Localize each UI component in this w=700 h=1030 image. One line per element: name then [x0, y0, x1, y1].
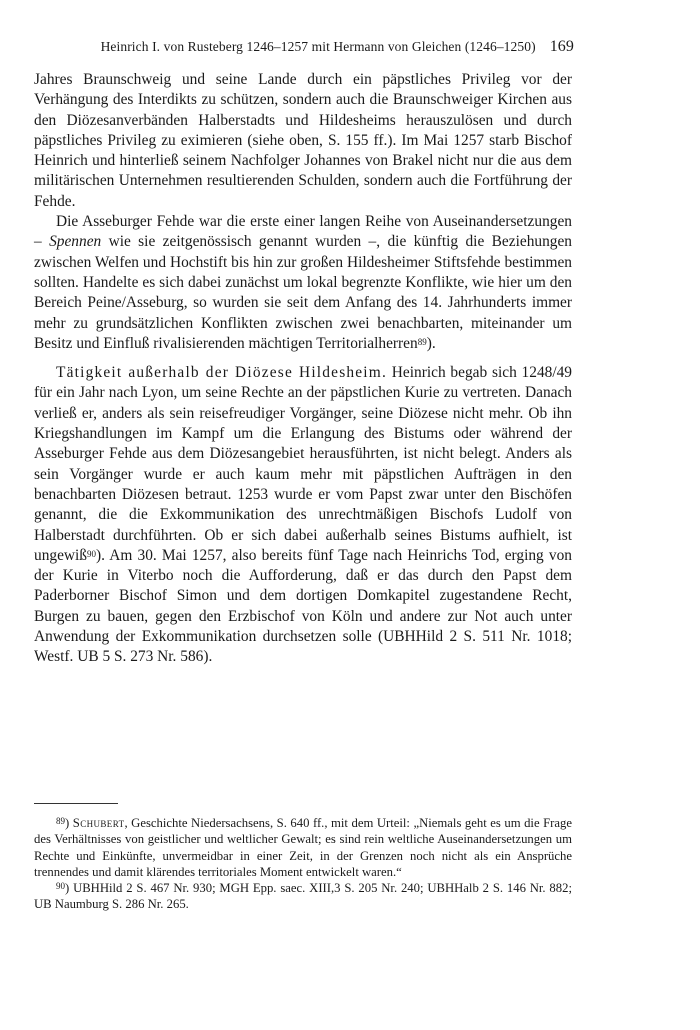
paragraph-3 [34, 363, 572, 667]
footnotes [34, 815, 572, 913]
footnote-author: Schubert [72, 816, 125, 830]
running-title: Heinrich I. von Rusteberg 1246–1257 mit Hermann von Gleichen (1246–1250) [100, 39, 536, 54]
paragraph-2-text-b: wie sie zeitgenössisch genannt wurden –, die künftig die Beziehungen zwischen Welfen und Hochstift bis hin zur großen Hildesheimer Stiftsfehde bestimmen sollten. Handelte es sich dabei zunächst um lokal begrenzte Konflikte, wie hier um den Bereich Peine/Asseburg, so wurden sie seit dem Anfang des 14. Jahrhunderts immer mehr zu grundsätzlichen Konflikten zwischen zwei benachbarten, miteinander um Besitz und Einfluß rivalisierenden mächtigen Territorialherren [34, 233, 572, 352]
paragraph-2-end: ). [426, 334, 436, 352]
footnote-marker-89: 89 [56, 816, 65, 826]
main-text [34, 70, 572, 668]
paragraph-3-text-b: ). Am 30. Mai 1257, also bereits fünf Tage nach Heinrichs Tod, erging von der Kurie in Viterbo noch die Aufforderung, daß er das durch den Papst dem Paderborner Bischof Simon und dem dortigen Domkapitel zugestandene Recht, Burgen zu bauen, gegen den Erzbischof von Köln und andere zur Not auch unter Anwendung der Exkommunikation durchsetzen solle (UBHHild 2 S. 511 Nr. 1018; Westf. UB 5 S. 273 Nr. 586). [34, 546, 572, 666]
footnote-divider [34, 803, 118, 804]
page-number: 169 [549, 38, 574, 55]
paragraph-2-text-a: Die Asseburger Fehde war die erste einer langen Reihe von Auseinandersetzungen – [34, 213, 572, 251]
paragraph-3-text-a: Heinrich begab sich 1248/49 für ein Jahr nach Lyon, um seine Rechte an der päpstlichen Kurie zu vertreten. Danach verließ er, anders als sein reisefreudiger Vorgänger, seine Diözese nicht mehr. Ob ihn Kriegshandlungen im Kampf um die Erlangung des Bistums oder während der Asseburger Fehde aus dem Diözesangebiet herausführten, ist nicht belegt. Anders als sein Vorgänger wurde er auch kaum mehr mit päpstlichen Aufträgen in den benachbarten Diözesen betraut. 1253 wurde er vom Papst zwar unter den Bischöfen genannt, die die Exkommunikation des unrechtmäßigen Bischofs Ludolf von Halberstadt durchführten. Ob er sich dabei außerhalb seines Bistums aufhielt, ist ungewiß [34, 364, 572, 564]
footnote-89-text: , Geschichte Niedersachsens, S. 640 ff., mit dem Urteil: „Niemals geht es um die Frage des Verhältnisses von geistlicher und weltlicher Gewalt; es sind rein weltliche Auseinandersetzungen um Rechte und Einkünfte, unvermeidbar in einer Zeit, in der Grenzen noch nicht als ein Ansprüche trennendes und damit klärendes territoriales Moment entwickelt waren.“ [34, 816, 572, 879]
paragraph-2 [34, 212, 572, 354]
footnote-90: $^{90}$) UBHHild 2 S. 467 Nr. 930; MGH Epp. saec. XIII,3 S. 205 Nr. 240; UBHHalb 2 S. 146 Nr. 882; UB Naumburg S. 286 Nr. 265. [34, 881, 572, 912]
running-header [0, 38, 574, 56]
footnote-ref-89[interactable]: 89 [417, 336, 427, 347]
footnote-ref-90[interactable]: 90 [87, 548, 97, 559]
footnote-89: $^{89}$) Schubert, Geschichte Niedersachsens, S. 640 ff., mit dem Urteil: „Niemals geht es um die Frage des Verhältnisses von geistlicher und weltlicher Gewalt; es sind rein weltliche Auseinandersetzungen um Rechte und Einkünfte, unvermeidbar in einer Zeit, in der Grenzen noch nicht als ein Ansprüche trennendes und damit klärendes territoriales Moment entwickelt waren.“ [34, 816, 572, 879]
footnote-marker-90: 90 [56, 881, 65, 892]
paragraph-1: Jahres Braunschweig und seine Lande durch ein päpstliches Privileg vor der Verhängung des Interdikts zu schützen, sondern auch die Braunschweiger Kirchen aus den Diözesanverbänden Halberstadts und Hildesheims herauszulösen und durch päpstliches Privileg zu eximieren (siehe oben, S. 155 ff.). Im Mai 1257 starb Bischof Heinrich und hinterließ seinem Nachfolger Johannes von Brakel nicht nur die aus dem militärischen Unternehmen resultierenden Schulden, sondern auch die Fortführung der Fehde. [34, 71, 572, 210]
section-heading: Tätigkeit außerhalb der Diözese Hildesheim. [56, 364, 388, 382]
italic-term: Spennen [49, 233, 102, 251]
footnote-90-text: UBHHild 2 S. 467 Nr. 930; MGH Epp. saec. XIII,3 S. 205 Nr. 240; UBHHalb 2 S. 146 Nr. 882; UB Naumburg S. 286 Nr. 265. [34, 881, 572, 912]
